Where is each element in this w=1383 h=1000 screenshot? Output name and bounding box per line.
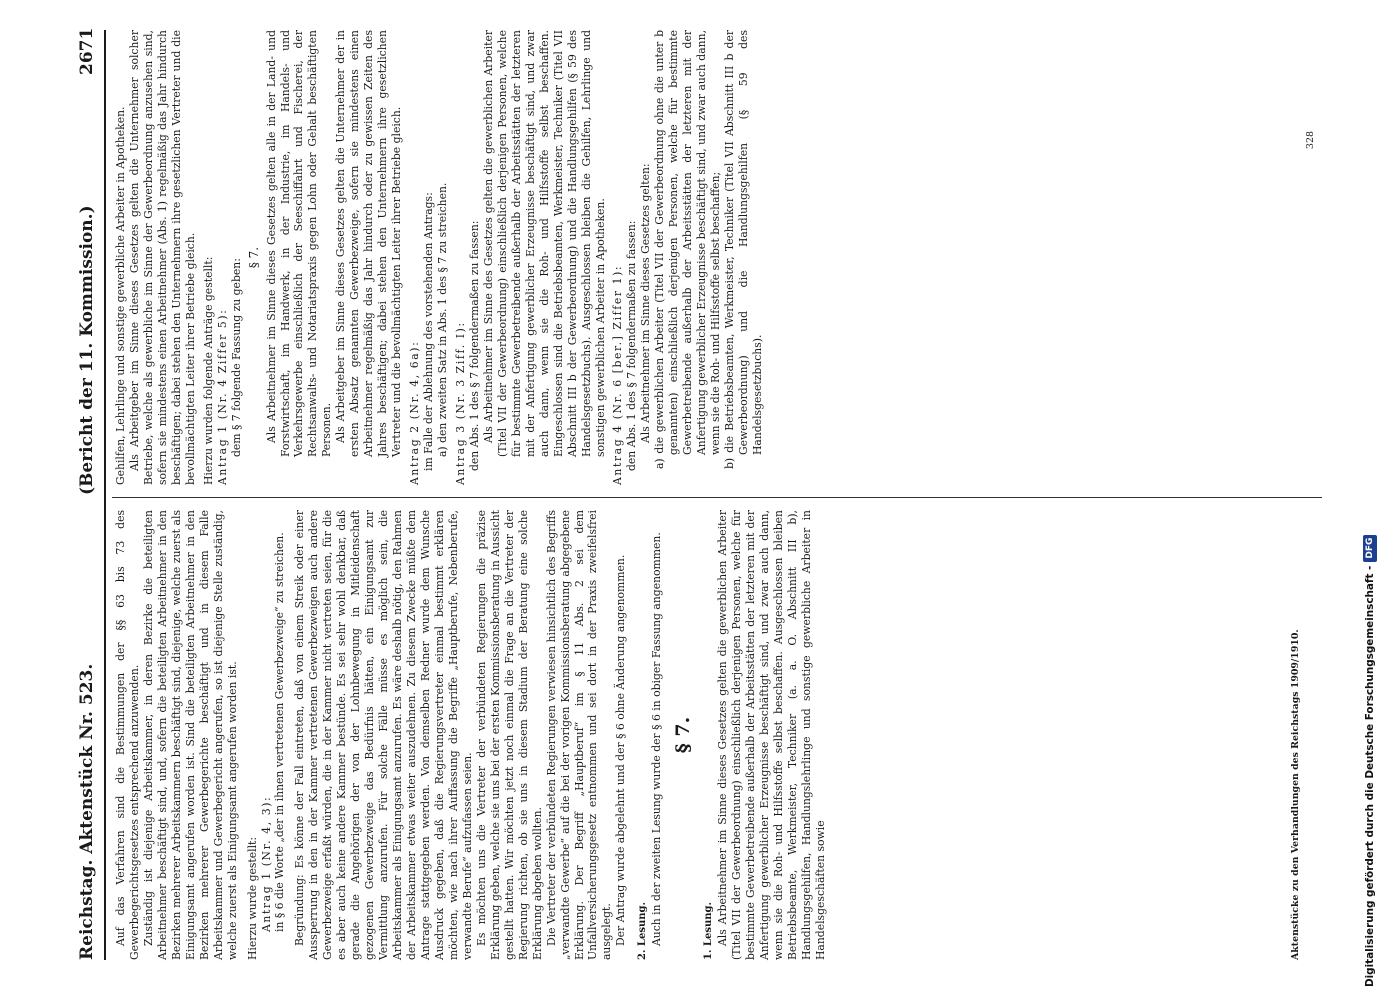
section-heading: § 7. (672, 716, 695, 754)
paragraph: Auch in der zweiten Lesung wurde der § 6 in obiger Fassung angenommen. (650, 532, 664, 946)
motion-text: dem § 7 folgende Fassung zu geben: (229, 258, 243, 457)
right-column (114, 30, 765, 485)
paragraph: Zuständig ist diejenige Arbeitskammer, in deren Bezirke die beteiligten Arbeitnehmer beschäftigt sind, und, sofern die beteiligten Arbeitnehmer in den Bezirken mehrerer Arbeitskammern beschäftigt sind, diejenige, welche zuerst als Einigungsamt angerufen worden ist. Sind die beteiligten Arbeitnehmer in den Bezirken mehrerer Gewerbegerichte beschäftigt und in diesem Falle Arbeitskammer und Gewerbegericht angerufen, so ist diejenige Stelle zuständig, welche zuerst als Einigungsamt angerufen worden ist. (141, 510, 239, 960)
paragraph: Begründung: Es könne der Fall eintreten, daß von einem Streik oder einer Aussperrung in den in der Kammer vertretenen Gewerbezweigen auch andere Gewerbezweige erfaßt würden, die in der Kammer nicht vertreten seien, für die es aber auch keine andere Kammer bestünde. Es sei sehr wohl denkbar, daß gerade die Angehörigen der von der Lohnbewegung in Mitleidenschaft gezogenen Gewerbezweige das Bedürfnis hätten, ein Einigungsamt zur Vermittlung anzurufen. Für solche Fälle müsse es möglich sein, die Arbeitskammer als Einigungsamt anzurufen. Es wäre deshalb nötig, den Rahmen der Arbeitskammer etwas weiter auszudehnen. Zu diesem Zwecke müßte dem Antrage stattgegeben werden. Von demselben Redner wurde dem Wunsche Ausdruck gegeben, daß die Regierungsvertreter einmal bestimmt erklären möchten, wie nach ihrer Auffassung die Begriffe „Hauptberufe, Nebenberufe, verwandte Berufe“ aufzufassen seien. (293, 510, 474, 960)
motion-heading: Antrag 1 (Nr. 4, 3): (259, 795, 273, 932)
paragraph: Als Arbeitgeber im Sinne dieses Gesetzes gelten die Unternehmer solcher Betriebe, welche als gewerbliche im Sinne der Gewerbeordnung anzusehen sind, sofern sie mindestens einen Arbeitnehmer (Abs. 1) regelmäßig das Jahr hindurch beschäftigen; dabei stehen den Unternehmern ihre gesetzlichen Vertreter und die bevollmächtigten Leiter ihrer Betriebe gleich. (127, 30, 197, 485)
paragraph: Gehilfen, Lehrlinge und sonstige gewerbliche Arbeiter in Apotheken. (114, 106, 127, 485)
sheet-number: 328 (1305, 130, 1316, 150)
paragraph: Als Arbeitnehmer im Sinne dieses Gesetzes gelten die gewerblichen Arbeiter (Titel VII der Gewerbeordnung) einschließlich derjenigen Personen, welche für bestimmte Gewerbetreibende außerhalb der Arbeitsstätten der letzteren mit der Anfertigung gewerblicher Erzeugnisse beschäftigt sind, und zwar auch dann, wenn sie die Roh- und Hilfsstoffe selbst beschaffen. Ausgeschlossen bleiben Betriebsbeamte, Werkmeister, Techniker (a. a. O. Abschnitt III b), Handlungsgehilfen, Handlungslehrlinge und sonstige gewerbliche Arbeiter in Handelsgeschäften sowie (716, 510, 827, 960)
paragraph: Der Antrag wurde abgelehnt und der § 6 ohne Änderung angenommen. (614, 554, 628, 946)
motion-heading: Antrag 2 (Nr. 4, 6a): (408, 340, 422, 485)
running-header-center: (Bericht der 11. Kommission.) (77, 205, 97, 495)
motion-heading: Antrag 1 (Nr. 4 Ziffer 5): (215, 308, 229, 485)
motion-text: a) den zweiten Satz in Abs. 1 des § 7 zu streichen. (436, 182, 450, 457)
motion-heading: Antrag 3 (Nr. 3 Ziff. I): (453, 321, 467, 485)
proposed-text: Als Arbeitnehmer im Sinne dieses Gesetzes gelten: (639, 163, 653, 443)
paragraph: Auf das Verfahren sind die Bestimmungen der §§ 63 bis 73 des Gewerbegerichtsgesetzes entsprechend anzuwenden. (114, 510, 141, 960)
motion-text: den Abs. 1 des § 7 folgendermaßen zu fassen: (625, 220, 639, 471)
motion-heading: Antrag 4 (Nr. 6 [ber.] Ziffer 1): (611, 264, 625, 485)
proposed-text: Als Arbeitnehmer im Sinne des Gesetzes gelten die gewerblichen Arbeiter (Titel VII der Gewerbeordnung) einschließlich derjenigen Personen, welche für bestimmte Gewerbetreibende außerhalb der Arbeitsstätten der letzteren mit der Anfertigung gewerblicher Erzeugnisse beschäftigt sind, und zwar auch dann, wenn sie die Roh- und Hilfsstoffe selbst beschaffen. Eingeschlossen sind die Betriebsbeamten, Werkmeister, Techniker (Titel VII Abschnitt III b der Gewerbeordnung) und die Handlungsgehilfen (§ 59 des Handelsgesetzbuchs). Ausgeschlossen bleiben die Gehilfen, Lehrlinge und sonstigen gewerblichen Arbeiter in Apotheken. (481, 30, 607, 457)
reading-heading: 2. Lesung. (637, 902, 649, 960)
section-heading: § 7. (246, 246, 261, 269)
left-column (114, 510, 828, 960)
list-item: a) die gewerblichen Arbeiter (Titel VII der Gewerbeordnung ohne die unter b genannten) einschließlich derjenigen Personen, welche für bestimmte Gewerbetreibende außerhalb der Arbeitsstätten der letzteren mit der Anfertigung gewerblicher Erzeugnisse beschäftigt sind, und zwar auch dann, wenn sie die Roh- und Hilfsstoffe selbst beschaffen; (653, 30, 723, 469)
motion-text: in § 6 die Worte „der in ihnen vertretenen Gewerbezweige“ zu streichen. (273, 532, 287, 932)
column-divider (112, 497, 1322, 498)
dfg-logo: DFG (1363, 535, 1377, 562)
running-header-left: Reichstag. Aktenstück Nr. 523. (77, 663, 97, 960)
list-item: b) die Betriebsbeamten, Werkmeister, Techniker (Titel VII Abschnitt III b der Gewerbeordnung) und die Handlungsgehilfen (§ 59 des Handelsgesetzbuchs). (723, 30, 764, 469)
proposed-text: Als Arbeitgeber im Sinne dieses Gesetzes gelten die Unternehmer der in ersten Absatz genannten Gewerbezweige, sofern sie mindestens einen Arbeitnehmer regelmäßig das Jahr hindurch oder zu gewissen Zeiten des Jahres beschäftigen; dabei stehen den Unternehmern ihre gesetzlichen Vertreter und die bevollmächtigten Leiter ihrer Betriebe gleich. (334, 30, 404, 457)
header-rule (104, 30, 106, 960)
motion-text: im Falle der Ablehnung des vorstehenden Antrags: (422, 192, 436, 471)
paragraph: Es möchten uns die Vertreter der verbündeten Regierungen die präzise Erklärung geben, welche sie uns bei der ersten Kommissionsberatung in Aussicht gestellt hatten. Wir möchten jetzt noch einmal die Frage an die Vertreter der Regierung richten, ob sie uns in diesem Stadium der Beratung eine solche Erklärung abgeben wollten. (474, 510, 544, 960)
motion-text: den Abs. 1 des § 7 folgendermaßen zu fassen: (467, 220, 481, 471)
digitization-credit (1361, 12, 1379, 987)
paragraph: Die Vertreter der verbündeten Regierungen verwiesen hinsichtlich des Begriffs „verwandte Gewerbe“ auf die bei der vorigen Kommissionsberatung abgegebene Erklärung. Der Begriff „Hauptberuf“ im § 11 Abs. 2 sei dem Unfallversicherungsgesetz entnommen und sei dort in der Praxis zweifelsfrei ausgelegt. (544, 510, 614, 960)
credit-text: Digitalisierung gefördert durch die Deutsche Forschungsgemeinschaft - (1364, 565, 1376, 987)
footer-note: Aktenstücke zu den Verhandlungen des Reichstags 1909/1910. (1290, 629, 1301, 960)
proposed-text: Als Arbeitnehmer im Sinne dieses Gesetzes gelten alle in der Land- und Forstwirtschaft, im Handwerk, in der Industrie, im Handels- und Verkehrsgewerbe einschließlich der Seeschiffahrt und Fischerei, der Rechtsanwalts- und Notariatspraxis gegen Lohn oder Gehalt beschäftigten Personen. (264, 30, 334, 457)
reading-heading: 1. Lesung. (703, 902, 715, 960)
page-number: 2671 (77, 27, 97, 75)
paragraph: Hierzu wurden folgende Anträge gestellt: (201, 256, 215, 485)
paragraph: Hierzu wurde gestellt: (245, 836, 259, 960)
